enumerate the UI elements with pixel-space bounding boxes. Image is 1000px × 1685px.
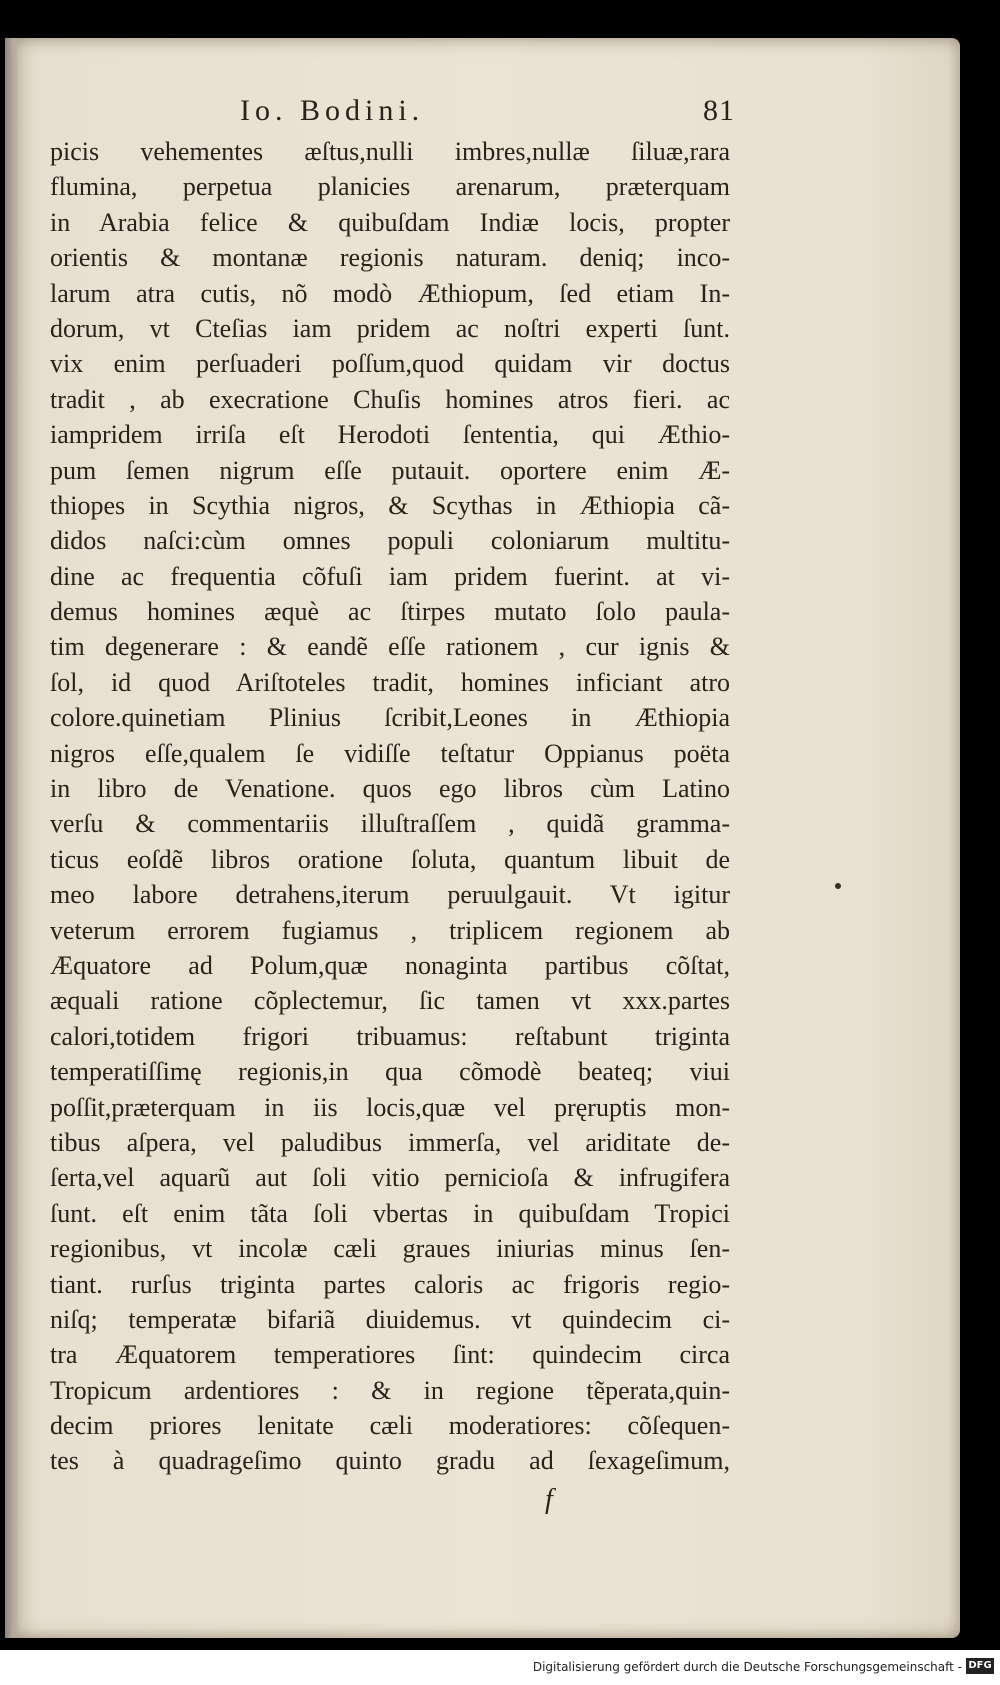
text-line: niſq; temperatæ bifariã diuidemus. vt quindecim ci- bbox=[50, 1304, 730, 1334]
text-line: in Arabia felice & quibuſdam Indiæ locis, propter bbox=[50, 207, 730, 237]
signature-mark: f bbox=[545, 1484, 553, 1515]
running-head bbox=[50, 90, 735, 134]
text-line: decim priores lenitate cæli moderatiores: cõſequen- bbox=[50, 1411, 730, 1441]
text-line: Tropicum ardentiores : & in regione tẽperata,quin- bbox=[50, 1375, 730, 1405]
page-gutter-shadow bbox=[5, 38, 19, 1638]
text-line: in libro de Venatione. quos ego libros cùm Latino bbox=[50, 774, 730, 804]
page-number: 81 bbox=[703, 94, 735, 127]
text-line: tra Æquatorem temperatiores ſint: quindecim circa bbox=[50, 1340, 730, 1370]
running-title: Io. Bodini. bbox=[240, 94, 425, 127]
text-line: verſu & commentariis illuſtraſſem , quidã gramma- bbox=[50, 809, 730, 839]
text-line: picis vehementes æſtus,nulli imbres,nullæ ſiluæ,rara bbox=[50, 137, 730, 166]
dfg-logo: DFG bbox=[966, 1658, 994, 1674]
text-line: flumina, perpetua planicies arenarum, præterquam bbox=[50, 172, 730, 202]
text-line: dorum, vt Cteſias iam pridem ac noſtri experti ſunt. bbox=[50, 313, 730, 343]
text-line: meo labore detrahens,iterum peruulgauit. Vt igitur bbox=[50, 880, 730, 910]
footer-bar bbox=[0, 1650, 1000, 1685]
text-line: calori,totidem frigori tribuamus: reſtabunt triginta bbox=[50, 1021, 730, 1051]
text-line: tes à quadrageſimo quinto gradu ad ſexageſimum, bbox=[50, 1446, 730, 1476]
text-line: orientis & montanæ regionis naturam. deniq; inco- bbox=[50, 243, 730, 273]
text-line: colore.quinetiam Plinius ſcribit,Leones in Æthiopia bbox=[50, 703, 730, 733]
text-line: ſerta,vel aquarũ aut ſoli vitio pernicioſa & infrugifera bbox=[50, 1163, 730, 1193]
text-line: thiopes in Scythia nigros, & Scythas in Æthiopia cã- bbox=[50, 490, 730, 520]
text-line: regionibus, vt incolæ cæli graues iniurias minus ſen- bbox=[50, 1234, 730, 1264]
ink-spot bbox=[835, 883, 841, 889]
text-line: tim degenerare : & eandẽ eſſe rationem , cur ignis & bbox=[50, 632, 730, 662]
text-line: nigros eſſe,qualem ſe vidiſſe teſtatur Oppianus poëta bbox=[50, 738, 730, 768]
text-line: temperatiſſimę regionis,in qua cõmodè beateq; viui bbox=[50, 1057, 730, 1087]
text-line: tradit , ab execratione Chuſis homines atros fieri. ac bbox=[50, 384, 730, 414]
text-line: didos naſci:cùm omnes populi coloniarum multitu- bbox=[50, 526, 730, 556]
text-line: pum ſemen nigrum eſſe putauit. oportere enim Æ- bbox=[50, 455, 730, 485]
book-page bbox=[5, 38, 960, 1638]
body-text bbox=[50, 134, 730, 1479]
text-line: tiant. rurſus triginta partes caloris ac frigoris regio- bbox=[50, 1269, 730, 1299]
text-line: tibus aſpera, vel paludibus immerſa, vel ariditate de- bbox=[50, 1127, 730, 1157]
page-text-block bbox=[50, 90, 735, 1479]
text-line: veterum errorem fugiamus , triplicem regionem ab bbox=[50, 915, 730, 945]
text-line: Æquatore ad Polum,quæ nonaginta partibus cõſtat, bbox=[50, 950, 730, 980]
text-line: demus homines æquè ac ſtirpes mutato ſolo paula- bbox=[50, 597, 730, 627]
text-line: dine ac frequentia cõfuſi iam pridem fuerint. at vi- bbox=[50, 561, 730, 591]
text-line: ticus eoſdẽ libros oratione ſoluta, quantum libuit de bbox=[50, 844, 730, 874]
text-line: ſunt. eſt enim tãta ſoli vbertas in quibuſdam Tropici bbox=[50, 1198, 730, 1228]
text-line: ſol, id quod Ariſtoteles tradit, homines inficiant atro bbox=[50, 667, 730, 697]
text-line: iampridem irriſa eſt Herodoti ſententia, qui Æthio- bbox=[50, 420, 730, 450]
text-line: larum atra cutis, nõ modò Æthiopum, ſed etiam In- bbox=[50, 278, 730, 308]
digitization-credit: Digitalisierung gefördert durch die Deutsche Forschungsgemeinschaft - bbox=[532, 1660, 962, 1674]
text-line: vix enim perſuaderi poſſum,quod quidam vir doctus bbox=[50, 349, 730, 379]
text-line: poſſit,præterquam in iis locis,quæ vel pręruptis mon- bbox=[50, 1092, 730, 1122]
text-line: æquali ratione cõplectemur, ſic tamen vt xxx.partes bbox=[50, 986, 730, 1016]
